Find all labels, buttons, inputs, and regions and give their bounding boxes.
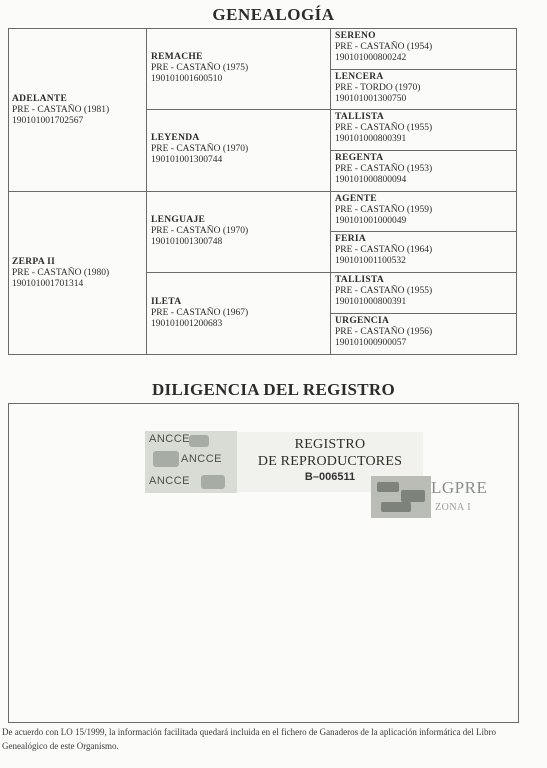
horse-name: TALLISTA: [335, 275, 385, 285]
horse-id: 190101001701314: [12, 279, 84, 289]
row-divider: [146, 272, 516, 273]
horse-coat: PRE - CASTAÑO (1980): [12, 268, 110, 278]
row-divider: [330, 69, 516, 70]
great-grandparent-cell: [335, 112, 432, 145]
horse-coat: PRE - CASTAÑO (1955): [335, 286, 433, 296]
ancce-logo-text: ANCCE: [149, 475, 191, 487]
horse-coat: PRE - CASTAÑO (1955): [335, 123, 433, 133]
dam-cell: [12, 257, 109, 290]
horse-name: URGENCIA: [335, 316, 390, 326]
lgpre-emblem: [371, 476, 431, 518]
horse-coat: PRE - CASTAÑO (1981): [12, 105, 110, 115]
horse-id: 190101000800094: [335, 175, 407, 185]
horse-id: 190101001300744: [151, 155, 223, 165]
stamp-number: B–006511: [304, 471, 356, 483]
horse-coat: PRE - CASTAÑO (1954): [335, 42, 433, 52]
horse-name: LENGUAJE: [151, 215, 206, 225]
ancce-logo-text: ANCCE: [149, 433, 191, 445]
horse-name: REMACHE: [151, 52, 203, 62]
row-divider: [9, 191, 516, 192]
horse-id: 190101000800391: [335, 134, 407, 144]
registry-box: [8, 403, 519, 723]
horse-coat: PRE - CASTAÑO (1959): [335, 205, 433, 215]
footer-notice: De acuerdo con LO 15/1999, la información facilitada quedará incluida en el fichero de Ganaderos de la aplicación informática del Libro Genealógico de este Organismo.: [2, 727, 497, 751]
horse-name: ADELANTE: [12, 94, 68, 104]
grandparent-cell: [151, 52, 248, 85]
ancce-logo-stamp: [145, 431, 237, 493]
horse-id: 190101001100532: [335, 256, 406, 266]
registry-section-title: DILIGENCIA DEL REGISTRO: [151, 380, 396, 399]
horse-id: 190101001600510: [151, 74, 223, 84]
horse-id: 190101001300748: [151, 237, 223, 247]
horse-coat: PRE - CASTAÑO (1964): [335, 245, 433, 255]
great-grandparent-cell: [335, 275, 432, 308]
horse-id: 190101000800391: [335, 297, 407, 307]
horse-name: FERIA: [335, 234, 367, 244]
horse-id: 190101001200683: [151, 319, 223, 329]
horse-name: LENCERA: [335, 72, 384, 82]
row-divider: [330, 150, 516, 151]
grandparent-cell: [151, 215, 248, 248]
row-divider: [146, 109, 516, 110]
great-grandparent-cell: [335, 31, 432, 64]
zona-label: ZONA I: [435, 502, 472, 513]
grandparent-cell: [151, 297, 248, 330]
horse-coat: PRE - CASTAÑO (1956): [335, 327, 433, 337]
horse-name: REGENTA: [335, 153, 384, 163]
horse-id: 190101001300750: [335, 94, 407, 104]
horse-name: LEYENDA: [151, 133, 200, 143]
horse-coat: PRE - CASTAÑO (1953): [335, 164, 433, 174]
horse-name: ZERPA II: [12, 257, 56, 267]
horse-id: 190101001000049: [335, 216, 407, 226]
row-divider: [330, 231, 516, 232]
great-grandparent-cell: [335, 72, 420, 105]
horse-coat: PRE - CASTAÑO (1967): [151, 308, 249, 318]
sire-cell: [12, 94, 109, 127]
grandparent-cell: [151, 133, 248, 166]
horse-name: AGENTE: [335, 194, 377, 204]
horse-coat: PRE - CASTAÑO (1975): [151, 63, 249, 73]
horse-id: 190101000800242: [335, 53, 407, 63]
stamp-line2: DE REPRODUCTORES: [257, 454, 403, 469]
horse-name: SERENO: [335, 31, 376, 41]
horse-coat: PRE - TORDO (1970): [335, 83, 421, 93]
horse-coat: PRE - CASTAÑO (1970): [151, 144, 249, 154]
horse-name: ILETA: [151, 297, 182, 307]
pedigree-table: [8, 28, 517, 355]
horse-id: 190101001702567: [12, 116, 84, 126]
horse-coat: PRE - CASTAÑO (1970): [151, 226, 249, 236]
row-divider: [330, 313, 516, 314]
great-grandparent-cell: [335, 234, 432, 267]
horse-id: 190101000900057: [335, 338, 407, 348]
horse-name: TALLISTA: [335, 112, 385, 122]
great-grandparent-cell: [335, 153, 432, 186]
page-title: GENEALOGÍA: [212, 5, 335, 24]
stamp-line1: REGISTRO: [294, 437, 366, 452]
great-grandparent-cell: [335, 316, 432, 349]
great-grandparent-cell: [335, 194, 432, 227]
ancce-logo-text: ANCCE: [181, 453, 223, 465]
lgpre-label: LGPRE: [431, 478, 488, 497]
